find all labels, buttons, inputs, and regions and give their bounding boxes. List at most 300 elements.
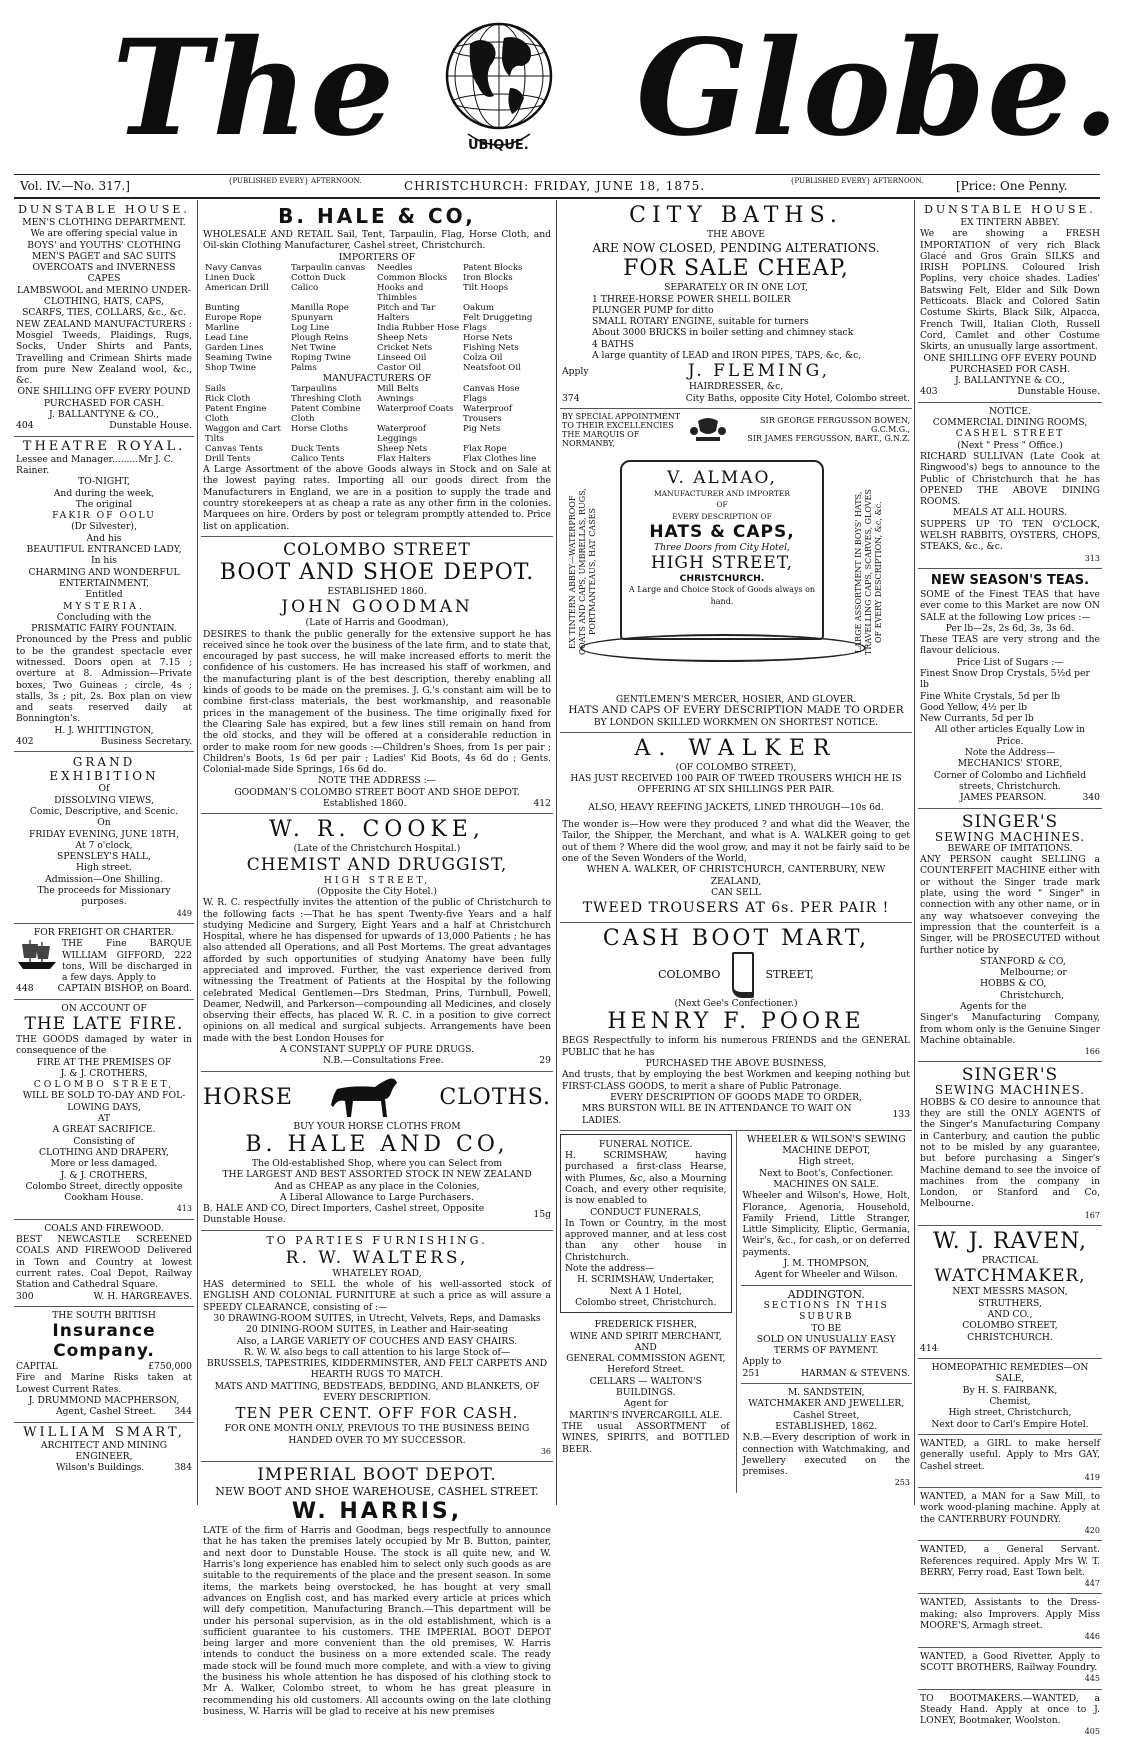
list-item: Rick Cloth (205, 394, 251, 405)
ad-body: SOME of the Finest TEAS that have ever come to this Market are now ON SALE at the following Low prices :— (920, 588, 1100, 623)
ad-name: FREDERICK FISHER, (594, 1319, 697, 1331)
ad-body: HOBBS & CO desire to announce that they are still the ONLY AGENTS of the Singer's Manufacturing Company in Canterbury, and caution the public not to be misled by any guarantee, but before purchasing a Singer's Machine demand to see the invoice of machines from the company in London, or Stanford and Co, Melbourne. (920, 1096, 1100, 1210)
ad-line: BEAUTIFUL ENTRANCED LADY, (26, 544, 182, 556)
list-item: Oakum (463, 302, 495, 313)
ad-line: Note the Address— (964, 747, 1056, 759)
list-item: Horse Nets (463, 332, 513, 343)
ad-body: LATE of the firm of Harris and Goodman, begs respectfully to announce that he has taken the premises lately occupied by Mr B. Button, painter, and next door to Dunstable House. The stock is all quite new, and W. Harris's long experience has enabled him to select only such goods as are suitable to the requirements of the place and the present season. In some items, the markets being overstocked, he has bought at very small advances on English cost, and has marked every article at prices which will defy competition. Manufacturing Branch.—This department will be under his personal supervision, as in the old establishment, which is a sufficient guarantee to his customers. THE IMPERIAL BOOT DEPOT being larger and more convenient than the old premises, W. Harris intends to conduct the business on a more extended scale. The ready made stock will be found much more complete, and with a view to giving the business his whole attention he has disposed of his clothing stock to Mr A. Walker, Colombo street, to whom he has great pleasure in recommending his old customers. All accounts owing on the late clothing business, W. Harris will be glad to receive at his new premises (203, 1525, 551, 1717)
ad-line: Lessee and Manager.........Mr J. C. Rainer. (16, 453, 174, 476)
column-4 (918, 200, 1102, 1737)
ad-line: CHEMIST AND DRUGGIST, (246, 854, 508, 875)
ad-number: 253 (894, 1478, 910, 1488)
masthead-motto: UBIQUE. (468, 138, 529, 153)
list-item: Shop Twine (205, 362, 256, 373)
list-item: Canvas Hose (463, 384, 520, 395)
list-item: Iron Blocks (463, 272, 513, 283)
ad-role: Business Secretary. (100, 736, 192, 748)
ad-line: SIR JAMES FERGUSSON, BART., G.N.Z. (747, 434, 910, 444)
boot-icon (732, 952, 754, 998)
ad-line: HIGH STREET, (650, 553, 794, 574)
ad-line: Comic, Descriptive, and Scenic. (29, 805, 179, 817)
ad-line: More or less damaged. (50, 1158, 158, 1170)
ad-line: ESTABLISHED, 1862. (775, 1420, 878, 1432)
ad-line: COLOMBO STREET, (33, 1079, 175, 1091)
ad-number: 403 (920, 386, 938, 398)
ad-line: BEWARE OF IMITATIONS. (947, 842, 1073, 854)
column-rule (556, 200, 557, 1505)
ad-line: MANUFACTURER AND IMPORTER (653, 488, 790, 498)
ad-line: MRS BURSTON WILL BE IN ATTENDANCE TO WAIT ON LADIES. (582, 1103, 852, 1126)
price: [Price: One Penny. (956, 179, 1068, 193)
ad-line: PLUNGER PUMP for ditto (592, 304, 714, 316)
ad-line: Wilson's Buildings. (56, 1462, 145, 1474)
ad-line: MEN'S CLOTHING DEPARTMENT. (22, 217, 186, 228)
ad-line: 4 BATHS (592, 338, 635, 350)
ad-line: SEPARATELY OR IN ONE LOT, (664, 282, 808, 294)
ad-line: High street, (798, 1156, 855, 1168)
list-item: Patent Engine Cloth (205, 404, 267, 425)
column-rule (914, 200, 915, 1505)
ad-name: HENRY F. POORE (607, 1009, 865, 1035)
ad-horse-cloths (201, 1072, 553, 1231)
ad-line: All other articles Equally Low in Price. (934, 724, 1086, 747)
hat-illustration (562, 452, 910, 690)
ad-number: 405 (1084, 1727, 1100, 1737)
ad-line: Agent for (623, 1398, 668, 1410)
ad-line: Entitled (85, 589, 123, 601)
ad-line: J. BALLANTYNE & CO., (49, 409, 159, 421)
ad-number: 313 (1084, 553, 1100, 563)
ad-line: BOYS' and YOUTHS' CLOTHING (27, 239, 181, 251)
ad-line: In his (90, 555, 118, 567)
ad-almao (560, 409, 912, 733)
ad-line: HIGH STREET, (323, 874, 431, 886)
list-item: Linseed Oil (377, 352, 427, 363)
ad-line: And as CHEAP as any place in the Colonies, (274, 1180, 480, 1192)
list-item: Palms (291, 362, 317, 373)
ad-heading: W. J. RAVEN, (933, 1229, 1087, 1255)
ad-line: (Next " Press " Office.) (957, 439, 1063, 451)
ad-line: Three Doors from City Hotel, (654, 541, 790, 553)
ad-body: Wheeler and Wilson's, Howe, Holt, Florance, Agenoria, Household, Family Friend, Little Stranger, Little Simplicity, Eliptic, Germania, Weir's, &c., for cash, or on deferred payments. (742, 1190, 910, 1258)
ad-singers-2 (918, 1062, 1102, 1226)
ad-signature: STANFORD & CO, (980, 955, 1066, 967)
ad-body: THE Fine BARQUE WILLIAM GIFFORD, 222 tons, Will be discharged in a few days. Apply to (62, 938, 192, 984)
ad-line: SECTIONS IN THIS SUBURB (763, 1299, 889, 1323)
ad-goodman (201, 537, 553, 814)
ad-number: 340 (1082, 792, 1100, 804)
ad-line: Apply (562, 365, 589, 377)
ad-signature: HARMAN & STEVENS. (800, 1367, 910, 1379)
ad-heading: THE LATE FIRE. (24, 1014, 184, 1034)
ad-line: And during the week, (53, 487, 155, 499)
ad-line: PURCHASED THE ABOVE BUSINESS, (645, 1058, 827, 1070)
ad-line: COLOMBO STREET (283, 539, 471, 560)
ad-line: IMPORTERS OF (338, 251, 416, 263)
ad-side-text: LARGE ASSORTMENT IN BOYS' HATS, TRAVELLING CAPS, SCARVES, GLOVES OF EVERY DESCRIPTION, &c, &c. (854, 489, 883, 655)
ad-line: MACHINES ON SALE. (773, 1178, 880, 1190)
ad-heading: CLOTHS. (439, 1084, 551, 1110)
ad-body: N.B.—Every description of work in connection with Watchmaking, and Jewellery executed on the premises. (742, 1432, 910, 1478)
ad-heading: COALS AND FIREWOOD. (44, 1222, 164, 1234)
ad-line: TO THEIR EXCELLENCIES (562, 420, 674, 430)
ad-number: 374 (562, 392, 580, 404)
ad-signature: H. SCRIMSHAW, Undertaker, (577, 1274, 715, 1286)
ad-line: FRIDAY EVENING, JUNE 18TH, (29, 828, 179, 840)
ad-heading: FOR FREIGHT OR CHARTER. (33, 926, 175, 938)
list-item: Garden Lines (205, 342, 264, 353)
ad-line: Apply to (742, 1356, 782, 1368)
ad-line: (Next Gee's Confectioner.) (674, 998, 798, 1010)
list-item: Colza Oil (463, 352, 503, 363)
ad-line: SMALL ROTARY ENGINE, suitable for turners (592, 316, 809, 328)
ad-heading: GRAND EXHIBITION (49, 755, 159, 784)
ad-line: Corner of Colombo and Lichfield streets, Christchurch. (933, 769, 1087, 792)
ad-number: 384 (174, 1462, 192, 1474)
ad-w-harris (201, 1462, 553, 1721)
list-item: Waterproof Coats (377, 404, 454, 415)
ad-line: A Large and Choice Stock of Goods always on hand. (628, 585, 816, 606)
ad-line: EVERY DESCRIPTION OF GOODS MADE TO ORDER, (610, 1091, 862, 1103)
ad-heading: DUNSTABLE HOUSE. (924, 203, 1096, 216)
column-3 (560, 200, 912, 1505)
ad-line: TWEED TROUSERS AT 6s. PER PAIR ! (582, 900, 890, 917)
ad-line: CHARMING AND WONDERFUL (28, 566, 180, 578)
ad-sullivan (918, 403, 1102, 569)
ad-sandstein (741, 1384, 913, 1493)
list-item: Patent Blocks (463, 262, 523, 273)
list-item: India Rubber Hose (377, 322, 460, 333)
ad-line: COMMERCIAL DINING ROOMS, (932, 417, 1088, 429)
list-item: Net Twine (291, 342, 336, 353)
place-date: CHRISTCHURCH: FRIDAY, JUNE 18, 1875. (404, 179, 706, 193)
ad-line: CELLARS — WALTON'S BUILDINGS. (589, 1375, 702, 1399)
ad-heading: THEATRE ROYAL. (22, 438, 186, 454)
ad-line: GOODMAN'S COLOMBO STREET BOOT AND SHOE DEPOT. (234, 786, 520, 798)
ad-line: On (97, 817, 111, 829)
list-item: Pitch and Tar (377, 302, 436, 313)
ad-body: ANY PERSON caught SELLING a COUNTERFEIT MACHINE either with or without the Singer trade mark plate, using the word " Singer" in connection with any other name, or in any way whatsoever conveying the impression that the counterfeit is a Singer, will be PROSECUTED without further notice by (920, 854, 1100, 956)
ad-line: THE SOUTH BRITISH (52, 1309, 156, 1321)
list-item: Waterproof Trousers (463, 404, 512, 425)
ad-wanted (918, 1435, 1102, 1488)
list-item: Manilla Rope (291, 302, 349, 313)
ad-line: MEALS AT ALL HOURS. (952, 507, 1068, 519)
list-item: Drill Tents (205, 454, 251, 465)
list-item: Flags (463, 322, 487, 333)
list-item: Cotton Duck (291, 272, 346, 283)
ad-line: WATCHMAKER, (934, 1266, 1086, 1287)
ad-line: IMPERIAL BOOT DEPOT. (257, 1465, 497, 1486)
ad-line: COLOMBO (658, 968, 721, 982)
ad-number: 414 (920, 1342, 938, 1354)
ad-wanted (918, 1690, 1102, 1742)
ad-line: High street, Christchurch, (948, 1407, 1072, 1419)
ad-b-hale (201, 200, 553, 537)
ad-line: WILL BE SOLD TO-DAY AND FOL- (22, 1090, 186, 1102)
ad-line: A large quantity of LEAD and IRON PIPES, TAPS, &c, &c, (592, 350, 862, 362)
ad-body: RICHARD SULLIVAN (Late Cook at Ringwood's) begs to announce to the Public of Christchurch that he has OPENED THE ABOVE DINING ROOMS. (920, 450, 1100, 508)
ad-line: AT (97, 1113, 111, 1125)
ad-line: ON ACCOUNT OF (61, 1002, 147, 1014)
ad-line: BY SPECIAL APPOINTMENT (562, 411, 681, 421)
ad-line: SCARFS, TIES, COLLARS, &c., &c. (22, 307, 186, 319)
list-item: Pig Nets (463, 424, 501, 435)
ad-number: 412 (533, 798, 551, 810)
ad-signature: CAPTAIN BISHOP, on Board. (57, 983, 192, 995)
ad-line: Next door to Carl's Empire Hotel. (931, 1418, 1089, 1430)
ad-heading: SINGER'S (961, 1065, 1059, 1086)
ad-number: 166 (1084, 1047, 1100, 1057)
ad-number: 29 (539, 1055, 551, 1067)
ad-dunstable-house-2 (918, 200, 1102, 403)
ad-line: (Dr Silvester), (71, 521, 137, 533)
ad-body: Fire and Marine Risks taken at Lowest Current Rates. (16, 1372, 192, 1395)
ad-line: GENERAL COMMISSION AGENT, (566, 1353, 726, 1365)
ad-line: (OF COLOMBO STREET), (675, 761, 797, 773)
ad-line: Per lb—2s, 2s 6d, 3s, 3s 6d. (945, 622, 1075, 634)
ad-line: BRUSSELS, TAPESTRIES, KIDDERMINSTER, AND FELT CARPETS AND HEARTH RUGS TO MATCH. (206, 1358, 548, 1381)
ad-wheeler-wilson (741, 1131, 913, 1286)
ad-line: GENTLEMEN'S MERCER, HOSIER, AND GLOVER. (615, 693, 857, 705)
ad-heading: FUNERAL NOTICE. (599, 1138, 693, 1150)
ad-cooke (201, 814, 553, 1071)
ad-wanted (918, 1594, 1102, 1647)
ad-number: 413 (176, 1204, 192, 1214)
ad-line: CASHEL STREET (955, 428, 1065, 440)
ad-insurance (14, 1307, 194, 1423)
ad-line: J. & J. CROTHERS, (60, 1067, 148, 1079)
ad-funeral-notice (560, 1134, 732, 1313)
ad-name: M. SANDSTEIN, (787, 1387, 865, 1399)
ad-heading: Insurance Company. (52, 1321, 156, 1362)
list-item: Plough Reins (291, 332, 349, 343)
list-item: Marline (205, 322, 240, 333)
ad-line: Next to Boot's, Confectioner. (759, 1167, 894, 1179)
volume-number: Vol. IV.—No. 317.] (20, 179, 130, 193)
ad-number: 15g (533, 1208, 551, 1220)
ad-line: THE GOODS damaged by water in consequence of the (16, 1034, 192, 1057)
ad-number: 344 (174, 1406, 192, 1418)
ad-body: Pronounced by the Press and public to be the grandest spectacle ever witnessed. Doors open at 7.15 ; overture at 8. Admission—Private boxes, Two Guineas ; circle, 4s ; stalls, 3s ; pit, 2s. Box plan on view and seats reserved daily at Bonnington's. (16, 634, 192, 725)
ad-heading: HOMEOPATHIC REMEDIES—ON SALE, (931, 1362, 1089, 1385)
list-item: Hooks and Thimbles (377, 282, 424, 303)
ad-line: N.B.—Consultations Free. (323, 1055, 444, 1067)
ad-line: £750,000 (148, 1361, 192, 1373)
list-item: Sheep Nets (377, 444, 428, 455)
ad-line: AND CO., (987, 1308, 1033, 1320)
ad-line: TO PARTIES FURNISHING. (266, 1233, 488, 1247)
ad-line: We are offering special value in (30, 228, 178, 240)
ad-number: 448 (16, 983, 34, 995)
ad-line: BUY YOUR HORSE CLOTHS FROM (293, 1120, 461, 1132)
ad-number: 449 (176, 908, 192, 918)
ad-line: LAMBSWOOL and MERINO UNDER-CLOTHING, HATS, CAPS, (17, 284, 191, 308)
list-item: Lead Line (205, 332, 249, 343)
ad-walters (201, 1231, 553, 1462)
list-item: Halters (377, 312, 410, 323)
ad-wanted (918, 1648, 1102, 1690)
ad-line: OVERCOATS and INVERNESS CAPES (32, 262, 176, 285)
list-item: Needles (377, 262, 413, 273)
ad-number: 445 (1084, 1674, 1100, 1684)
ad-heading: BOOT AND SHOE DEPOT. (219, 559, 535, 585)
horse-icon (323, 1075, 409, 1121)
ad-body: WANTED, a General Servant. References required. Apply Mrs W. T. BERRY, Ferry road, East Town belt. (920, 1544, 1100, 1578)
ad-line: PRACTICAL (981, 1255, 1039, 1267)
ad-line: STREET, (765, 968, 814, 982)
manufacturers-list (203, 384, 551, 464)
ad-line: Admission—One Shilling. (45, 873, 163, 885)
ad-a-walker (560, 733, 912, 923)
list-item: Common Blocks (377, 272, 448, 283)
ad-line: PURCHASED FOR CASH. (43, 397, 165, 409)
ad-line: SIR GEORGE FERGUSSON BOWEN, G.C.M.G., (760, 416, 910, 435)
list-item: Castor Oil (377, 362, 422, 373)
ad-line: TO-NIGHT, (78, 476, 130, 488)
ad-line: SOLD ON UNUSUALLY EASY TERMS OF PAYMENT. (756, 1333, 896, 1357)
ad-line: ARE NOW CLOSED, PENDING ALTERATIONS. (592, 241, 880, 256)
ad-number: 402 (16, 736, 34, 748)
list-item: Flags (463, 394, 487, 405)
ad-line: 30 DRAWING-ROOM SUITES, in Utrecht, Velvets, Reps, and Damasks (213, 1312, 541, 1324)
column-1 (14, 200, 194, 1505)
list-item: Threshing Cloth (291, 394, 362, 405)
ad-line: And his (86, 532, 122, 544)
hat-icon (620, 460, 824, 640)
ad-line: NEW BOOT AND SHOE WAREHOUSE, CASHEL STREET. (215, 1485, 539, 1499)
column-2 (201, 200, 553, 1717)
ad-frederick-fisher (560, 1316, 732, 1459)
ad-signature: B. HALE AND CO, Direct Importers, Cashel street, Opposite Dunstable House. (203, 1203, 485, 1226)
ad-addington (741, 1286, 913, 1384)
ad-body: And trusts, that by employing the best Workmen and keeping nothing but FIRST-CLASS GOODS, to merit a share of Public Patronage. (562, 1069, 910, 1092)
ad-heading: A. WALKER (634, 735, 838, 761)
ad-body: WANTED, a GIRL to make herself generally useful. Apply to Mrs GAY, Cashel street. (920, 1437, 1100, 1472)
ad-body: WHOLESALE AND RETAIL Sail, Tent, Tarpaulin, Flag, Horse Cloth, and Oil-skin Clothing Manufacturer, Cashel street, Christchurch. (203, 229, 551, 252)
list-item: Tilt Hoops (463, 282, 509, 293)
list-item: Seaming Twine (205, 352, 272, 363)
ad-heading: CASH BOOT MART, (602, 926, 870, 952)
ad-line: SEWING MACHINES. (934, 1083, 1086, 1098)
ad-side-text: EX TINTERN ABBEY—WATERPROOF COATS AND CAPS, UMBRELLAS, RUGS, PORTMANTEAUS, HAT CASES (568, 488, 597, 656)
ad-line: DISSOLVING VIEWS, (54, 794, 154, 806)
ad-line: BY LONDON SKILLED WORKMEN ON SHORTEST NOTICE. (593, 716, 879, 728)
ad-line: HATS & CAPS, (649, 521, 795, 542)
ad-heading: R. W. WALTERS, (285, 1247, 469, 1268)
ad-cash-boot-mart (560, 923, 912, 1131)
ad-line: NOTE THE ADDRESS :— (318, 775, 436, 787)
ad-line: Finest Snow Drop Crystals, 5½d per lb (920, 667, 1090, 691)
ad-number: 404 (16, 420, 34, 432)
ad-line: High street. (76, 862, 132, 874)
ad-body: WANTED, a Good Rivetter. Apply to SCOTT BROTHERS, Railway Foundry. (920, 1650, 1100, 1673)
ad-line: 1 THREE-HORSE POWER SHELL BOILER (592, 293, 791, 305)
ad-line: Consisting of (73, 1135, 135, 1147)
ad-line: FOR SALE CHEAP, (623, 256, 849, 282)
ad-line: Hereford Street. (607, 1364, 685, 1376)
ad-line: COLOMBO STREET, CHRISTCHURCH. (962, 1320, 1058, 1343)
ad-line: Colombo street, Christchurch. (575, 1296, 717, 1308)
list-item: Waggon and Cart Tilts (205, 424, 281, 445)
list-item: Tarpaulin canvas (291, 262, 366, 273)
ad-name: V. ALMAO, (667, 467, 777, 488)
ad-number: 447 (1084, 1579, 1100, 1589)
ad-singers-1 (918, 809, 1102, 1063)
ad-signature: JAMES PEARSON. (960, 792, 1047, 804)
list-item: Awnings (377, 394, 414, 405)
ad-heading: WILLIAM SMART, (23, 1424, 185, 1440)
ad-line: Agents for the (960, 1001, 1027, 1012)
ad-line: Price List of Sugars :— (956, 656, 1064, 668)
list-item: Roping Twine (291, 352, 351, 363)
ad-line: THE LARGEST AND BEST ASSORTED STOCK IN NEW ZEALAND (222, 1169, 532, 1181)
ad-line: ENGINEER, (75, 1450, 133, 1462)
published-note-right: {PUBLISHED EVERY} AFTERNOON. (790, 177, 924, 185)
ad-line: WHATELEY ROAD, (332, 1267, 422, 1279)
ad-line: THE ABOVE (706, 229, 766, 240)
ad-heading: WHEELER & WILSON'S SEWING MACHINE DEPOT, (746, 1133, 906, 1157)
ad-body: THE usual ASSORTMENT of WINES, SPIRITS, and BOTTLED BEER. (562, 1420, 730, 1455)
list-item: Sheep Nets (377, 332, 428, 343)
ad-line: ONE SHILLING OFF EVERY POUND (17, 386, 191, 398)
ship-icon (16, 938, 58, 972)
list-item: Calico (291, 282, 319, 293)
column-rule (197, 200, 198, 1505)
ad-name: B. HALE AND CO, (245, 1131, 509, 1157)
ad-name: J. FLEMING, (687, 361, 830, 382)
ad-role: Agent, Cashel Street. (56, 1406, 156, 1418)
ad-signature: J. DRUMMOND MACPHERSON, (28, 1395, 180, 1407)
ad-number: 133 (892, 1108, 910, 1120)
list-item: Fishing Nets (463, 342, 519, 353)
list-item: Calico Tents (291, 454, 345, 465)
list-item: Bunting (205, 302, 240, 313)
ad-number: 167 (1084, 1210, 1100, 1220)
list-item: Linen Duck (205, 272, 255, 283)
ad-body: TO BOOTMAKERS.—WANTED, a Steady Hand. Apply at once to J. LONEY, Bootmaker, Woolston. (920, 1692, 1100, 1727)
masthead-title-left: The (112, 11, 397, 166)
ad-late-fire (14, 1000, 194, 1220)
ad-heading: ADDINGTON. (787, 1287, 865, 1301)
ad-body: WANTED, Assistants to the Dress-making; also Improvers. Apply Miss MOORE'S, Armagh street. (920, 1597, 1100, 1632)
dateline (14, 174, 1100, 199)
list-item: Felt Druggeting (463, 312, 533, 323)
ad-line: Melbourne; or (1000, 967, 1067, 979)
ad-line: FOR ONE MONTH ONLY, PREVIOUS TO THE BUSINESS BEING HANDED OVER TO MY SUCCESSOR. (224, 1423, 530, 1446)
ad-heading: W. HARRIS, (291, 1499, 463, 1525)
ad-body: In Town or Country, in the most approved manner, and at less cost than any other house in Christchurch. (565, 1217, 727, 1263)
ad-raven (918, 1226, 1102, 1359)
ad-line: At 7 o'clock, (75, 839, 133, 851)
masthead-title-right: Globe. (636, 11, 1121, 166)
ad-line: WINE AND SPIRIT MERCHANT, (569, 1330, 722, 1342)
ad-line: Colombo Street, directly opposite Cookham House. (25, 1180, 183, 1204)
list-item: Patent Combine Cloth (291, 404, 361, 425)
ad-heading: NEW SEASON'S TEAS. (930, 572, 1090, 588)
ad-line: Agent for Wheeler and Wilson. (754, 1269, 898, 1281)
ad-heading: B. HALE & CO, (278, 204, 476, 228)
ad-line: MEN'S PAGET and SAC SUITS (31, 250, 177, 262)
ad-line: MECHANICS' STORE, (957, 758, 1063, 770)
ad-body: These TEAS are very strong and the flavour delicious. (920, 634, 1100, 657)
ad-body: SUPPERS UP TO TEN O'CLOCK, WELSH RABBITS, OYSTERS, CHOPS, STEAKS, &c., &c. (920, 518, 1100, 553)
ad-body: H. SCRIMSHAW, having purchased a first-class Hearse, with Plumes, &c, also a Mourning Coach, and every other requisite, is now enabled to (565, 1150, 727, 1207)
list-item: Neatsfoot Oil (463, 362, 521, 373)
ad-body: The wonder is—How were they produced ? and what did the Weaver, the Tailor, the Shipper, the Merchant, and what is A. WALKER going to get out of them ? Where did the wool grow, and may it not be fairly said to be one of the Seven Wonders of the World, (562, 819, 910, 864)
ad-body: BEST NEWCASTLE SCREENED COALS AND FIREWOOD Delivered in Town and Country at lowest current rates. Coal Depot, Railway Station and Cathedral Square. (16, 1234, 192, 1291)
ad-signature: W. H. HARGREAVES. (93, 1290, 192, 1302)
